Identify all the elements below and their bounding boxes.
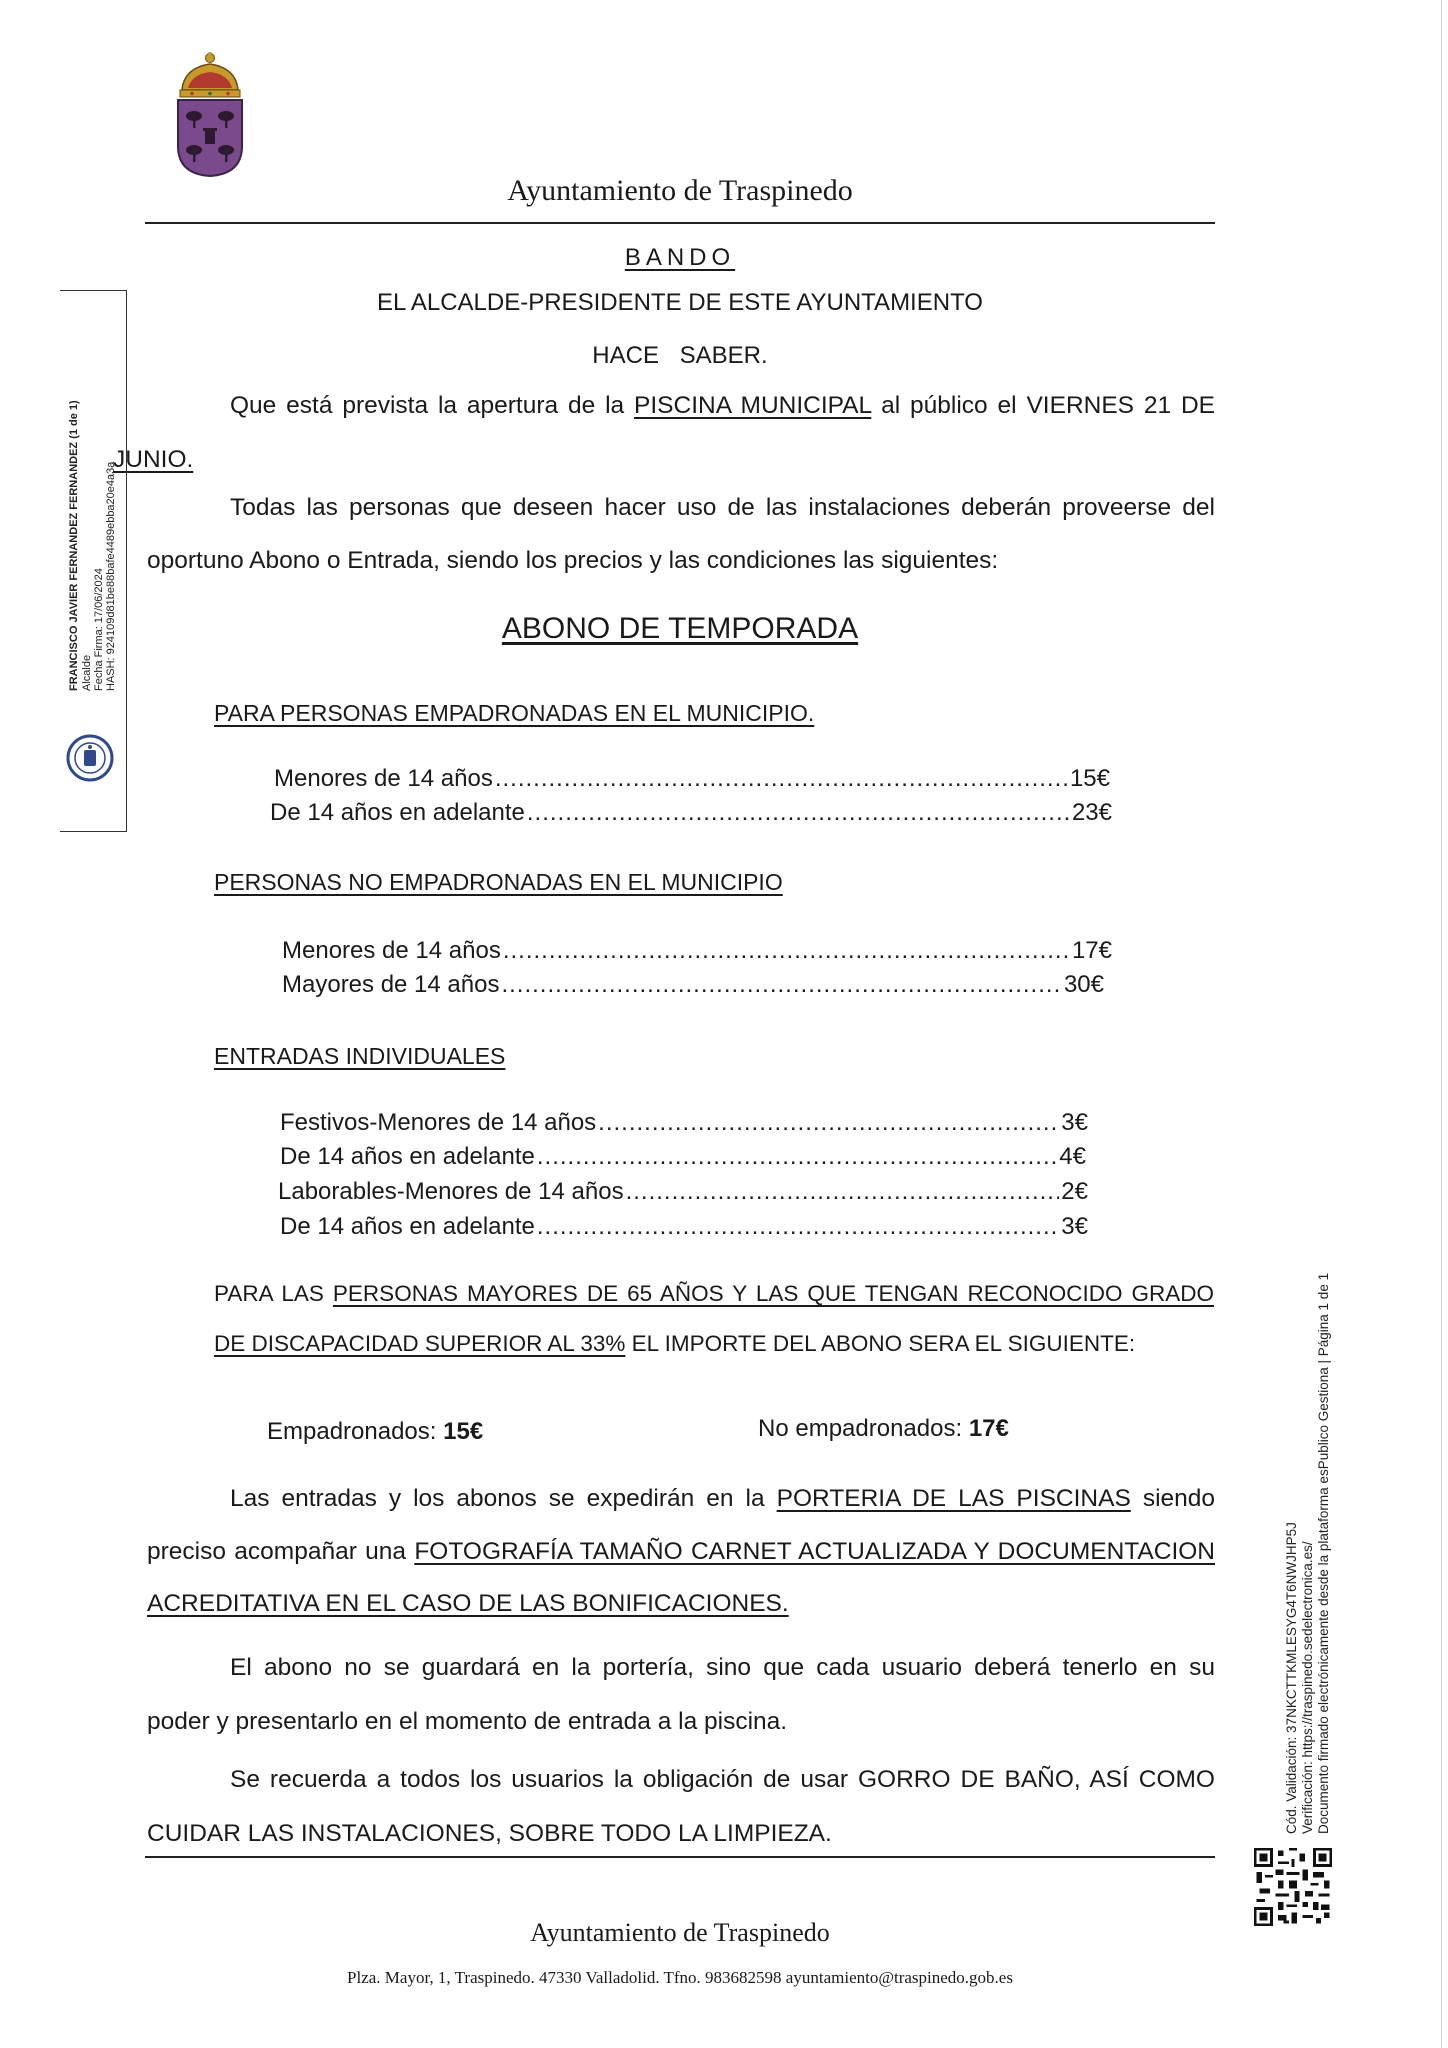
seniors-registered: Empadronados: 15€	[267, 1418, 484, 1445]
qr-code-icon	[1254, 1848, 1332, 1926]
opening-date-cont: JUNIO.	[113, 446, 194, 473]
seniors-line2: DE DISCAPACIDAD SUPERIOR AL 33% EL IMPORTE DEL ABONO SERA EL SIGUIENTE:	[214, 1331, 1136, 1356]
price-row: De 14 años en adelante ..... 23€	[270, 799, 1112, 827]
custody-line2: poder y presentarlo en el momento de entrada a la piscina.	[147, 1708, 788, 1735]
footer-address: Plza. Mayor, 1, Traspinedo. 47330 Valladolid. Tfno. 983682598 ayuntamiento@traspinedo.gob.es	[347, 1968, 1013, 1987]
pool-name: PISCINA MUNICIPAL	[634, 392, 872, 419]
header-divider	[145, 222, 1215, 224]
official-seal-icon	[65, 733, 115, 783]
intro-text: Que está prevista la apertura de la	[230, 392, 625, 419]
individual-heading: ENTRADAS INDIVIDUALES	[214, 1043, 506, 1069]
signer-role: Alcalde	[81, 654, 93, 691]
season-pass-heading: ABONO DE TEMPORADA	[501, 612, 859, 645]
price-row: Festivos-Menores de 14 años ..... 3€	[280, 1109, 1088, 1137]
page-edge-line	[1441, 0, 1442, 2048]
issuance-line1: Las entradas y los abonos se expedirán en la PORTERIA DE LAS PISCINAS siendo	[230, 1485, 1216, 1512]
price-row: De 14 años en adelante ..... 4€	[280, 1143, 1086, 1171]
issuance-line2: preciso acompañar una FOTOGRAFÍA TAMAÑO CARNET ACTUALIZADA Y DOCUMENTACION	[147, 1538, 1216, 1565]
coat-of-arms-icon	[172, 50, 248, 178]
seniors-not-registered: No empadronados: 17€	[758, 1415, 1009, 1442]
validation-url: Verificación: https://traspinedo.sedelectronica.es/	[1300, 1541, 1315, 1834]
registered-heading: PARA PERSONAS EMPADRONADAS EN EL MUNICIPIO.	[214, 700, 815, 726]
signer-name: FRANCISCO JAVIER FERNANDEZ FERNANDEZ (1 de 1)	[68, 400, 80, 691]
signature-date: Fecha Firma: 17/06/2024	[93, 568, 105, 691]
price-row: Menores de 14 años ..... 17€	[282, 937, 1112, 965]
not-registered-heading: PERSONAS NO EMPADRONADAS EN EL MUNICIPIO	[214, 869, 783, 895]
custody-line1: El abono no se guardará en la portería, sino que cada usuario deberá tenerlo en su	[230, 1654, 1215, 1681]
opening-date: VIERNES 21 DE	[1026, 392, 1216, 419]
issuance-line3: ACREDITATIVA EN EL CASO DE LAS BONIFICACIONES.	[147, 1590, 789, 1617]
reminder-line1: Se recuerda a todos los usuarios la obligación de usar GORRO DE BAÑO, ASÍ COMO	[230, 1766, 1215, 1793]
bando-title: BANDO	[624, 244, 736, 271]
validation-note: Documento firmado electrónicamente desde la plataforma esPublico Gestiona | Página 1 de 1	[1316, 1272, 1331, 1834]
hace-saber: HACE SABER.	[592, 342, 768, 369]
paragraph2-line2: oportuno Abono o Entrada, siendo los precios y las condiciones las siguientes:	[147, 547, 999, 574]
seniors-line1: PARA LAS PERSONAS MAYORES DE 65 AÑOS Y LAS QUE TENGAN RECONOCIDO GRADO	[214, 1281, 1214, 1306]
price-row: Menores de 14 años ..... 15€	[274, 765, 1110, 793]
footer-divider	[145, 1856, 1215, 1858]
paragraph2-line1: Todas las personas que deseen hacer uso de las instalaciones deberán proveerse del	[230, 494, 1215, 521]
reminder-line2: CUIDAR LAS INSTALACIONES, SOBRE TODO LA LIMPIEZA.	[147, 1820, 832, 1847]
authority-line: EL ALCALDE-PRESIDENTE DE ESTE AYUNTAMIENTO	[377, 289, 983, 316]
footer-name: Ayuntamiento de Traspinedo	[530, 1918, 830, 1947]
intro-paragraph-line1	[230, 392, 1215, 420]
signature-stamp	[60, 290, 127, 832]
header-municipality: Ayuntamiento de Traspinedo	[507, 174, 853, 207]
price-row: Laborables-Menores de 14 años ..... 2€	[278, 1178, 1088, 1206]
intro-text-mid: al público el	[881, 392, 1017, 419]
validation-code: Cód. Validación: 37NKCTTKMLESYG4T6NWJHP5J	[1284, 1522, 1299, 1834]
signature-hash: HASH: 924109d81be88bafe4489ebba20e4a3a	[105, 461, 117, 691]
price-row: Mayores de 14 años ..... 30€	[282, 971, 1104, 999]
price-row: De 14 años en adelante ..... 3€	[280, 1213, 1088, 1241]
